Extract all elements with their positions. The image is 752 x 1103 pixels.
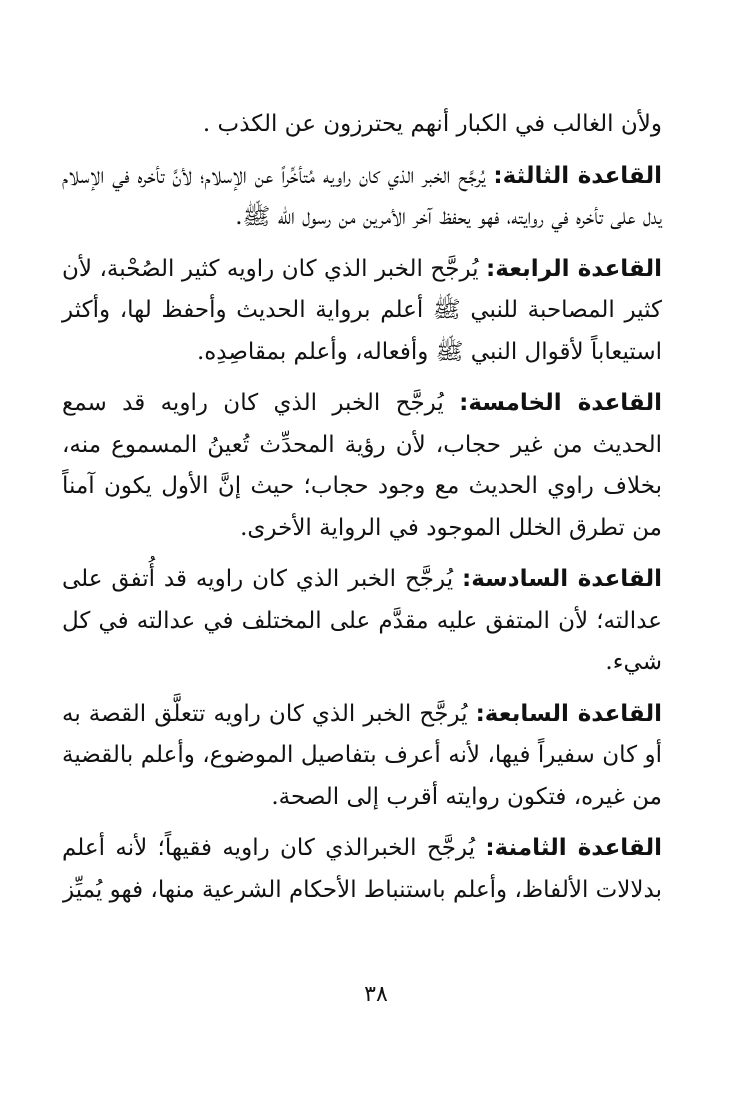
rule-paragraph-4 xyxy=(62,249,698,374)
rule-paragraph-3 xyxy=(62,156,698,239)
rule-title-8: القاعدة الثامنة: xyxy=(485,835,662,861)
rule-text-8: يُرجَّح الخبرالذي كان راويه فقيهاً؛ لأنه أعلم بدلالات الألفاظ، وأعلم باستنباط الأحكام الشرعية منها، فهو يُميِّز xyxy=(62,835,662,903)
intro-paragraph: ولأن الغالب في الكبار أنهم يحترزون عن الكذب . xyxy=(202,111,662,137)
rule-text-5: يُرجَّح الخبر الذي كان راويه قد سمع الحديث من غير حجاب، لأن رؤية المحدِّث تُعينُ المسموع منه، بخلاف راوي الحديث مع وجود حجاب؛ حيث إنَّ الأول يكون آمناً من تطرق الخلل الموجود في الرواية الأخرى. xyxy=(62,390,662,541)
rule-paragraph-8 xyxy=(62,828,698,911)
rule-text-4: يُرجَّح الخبر الذي كان راويه كثير الصُحْبة، لأن كثير المصاحبة للنبي ﷺ أعلم برواية الحديث وأحفظ لها، وأكثر استيعاباً لأقوال النبي ﷺ وأفعاله، وأعلم بمقاصِدِه. xyxy=(62,255,662,365)
rule-text-3: يُرجَّح الخبر الذي كان راويه مُتأخِّراً عن الإسلام؛ لأنَّ تأخره في الإسلام يدل على تأخره في روايته، فهو يحفظ آخر الأمرين من رسول الله ﷺ. xyxy=(62,162,662,230)
rule-title-3: القاعدة الثالثة: xyxy=(493,162,663,189)
page-number: ٣٨ xyxy=(364,982,388,1007)
rule-title-6: القاعدة السادسة: xyxy=(462,566,662,592)
rule-paragraph-6 xyxy=(62,559,698,684)
rule-text-7: يُرجَّح الخبر الذي كان راويه تتعلَّق القصة به أو كان سفيراً فيها، لأنه أعرف بتفاصيل الموضوع، وأعلم بالقضية من غيره، فتكون روايته أقرب إلى الصحة. xyxy=(62,700,662,810)
rule-text-6: يُرجَّح الخبر الذي كان راويه قد أُتفق على عدالته؛ لأن المتفق عليه مقدَّم على المختلف في عدالته في كل شيء. xyxy=(62,566,662,675)
rule-paragraph-5 xyxy=(62,383,698,549)
page-body xyxy=(62,104,698,921)
rule-title-5: القاعدة الخامسة: xyxy=(459,390,662,416)
rule-title-7: القاعدة السابعة: xyxy=(475,700,662,727)
rule-paragraph-7 xyxy=(62,694,698,819)
rule-title-4: القاعدة الرابعة: xyxy=(486,255,662,282)
